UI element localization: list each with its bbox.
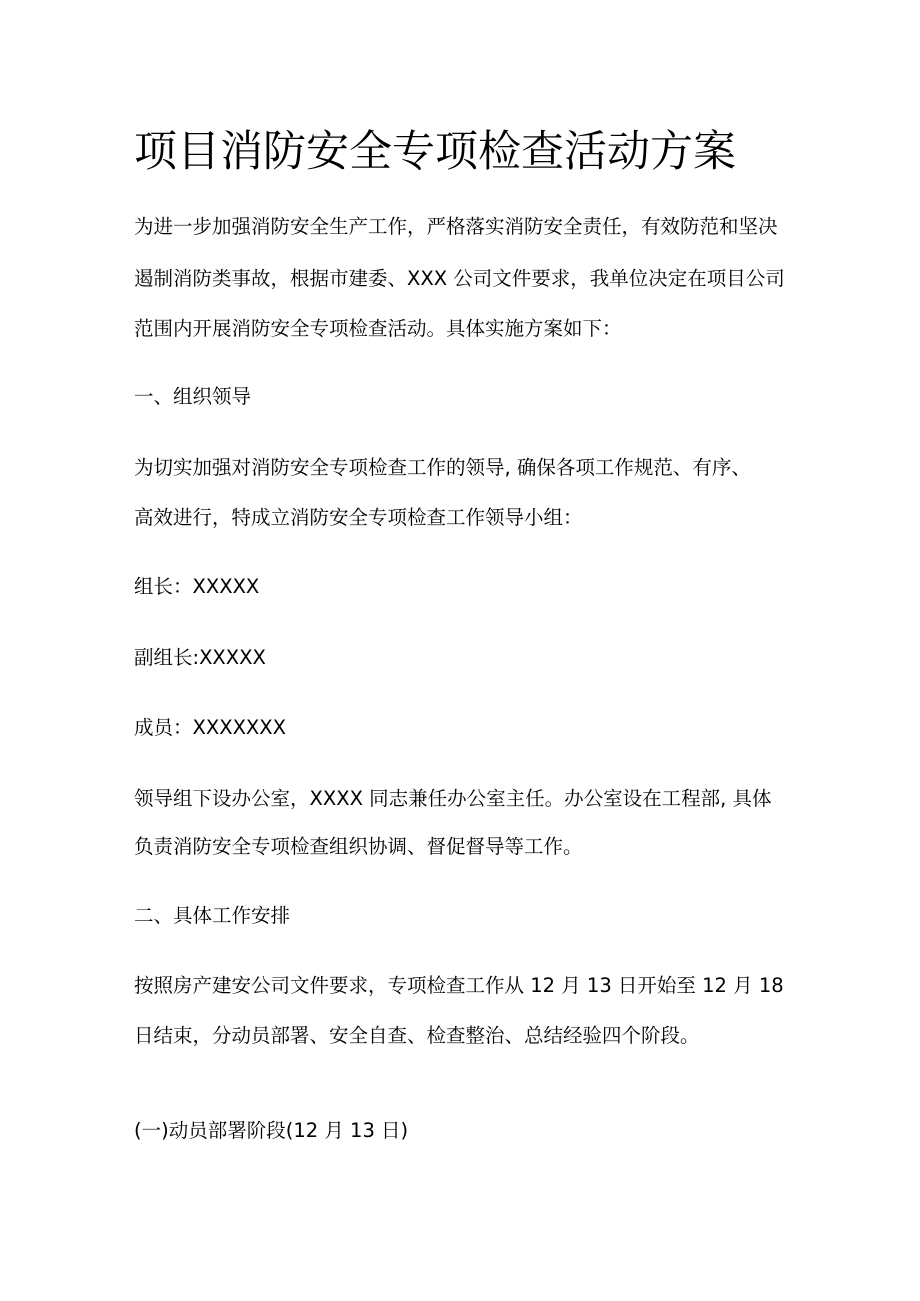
stage-1-heading: (一)动员部署阶段(12 月 13 日) <box>134 1119 409 1142</box>
intro-line-2: 遏制消防类事故，根据市建委、XXX 公司文件要求，我单位决定在项目公司 <box>134 267 785 290</box>
intro-line-1: 为进一步加强消防安全生产工作，严格落实消防安全责任，有效防范和坚决 <box>134 215 778 238</box>
section-1-paragraph-line-2: 高效进行，特成立消防安全专项检查工作领导小组： <box>134 506 583 529</box>
office-line-2: 负责消防安全专项检查组织协调、督促督导等工作。 <box>134 835 583 858</box>
deputy-leader-line: 副组长:XXXXX <box>134 646 266 669</box>
leader-line: 组长：XXXXX <box>134 575 260 598</box>
section-1-heading: 一、组织领导 <box>134 385 252 408</box>
section-2-heading: 二、具体工作安排 <box>134 904 291 927</box>
office-line-1: 领导组下设办公室，XXXX 同志兼任办公室主任。办公室设在工程部, 具体 <box>134 787 772 810</box>
intro-line-3: 范围内开展消防安全专项检查活动。具体实施方案如下： <box>134 317 622 340</box>
section-2-paragraph-line-1: 按照房产建安公司文件要求，专项检查工作从 12 月 13 日开始至 12 月 18 <box>134 974 784 997</box>
document-title: 项目消防安全专项检查活动方案 <box>134 127 736 177</box>
section-2-paragraph-line-2: 日结束，分动员部署、安全自查、检查整治、总结经验四个阶段。 <box>134 1024 700 1047</box>
section-1-paragraph-line-1: 为切实加强对消防安全专项检查工作的领导, 确保各项工作规范、有序、 <box>134 456 751 479</box>
members-line: 成员：XXXXXXX <box>134 716 287 739</box>
